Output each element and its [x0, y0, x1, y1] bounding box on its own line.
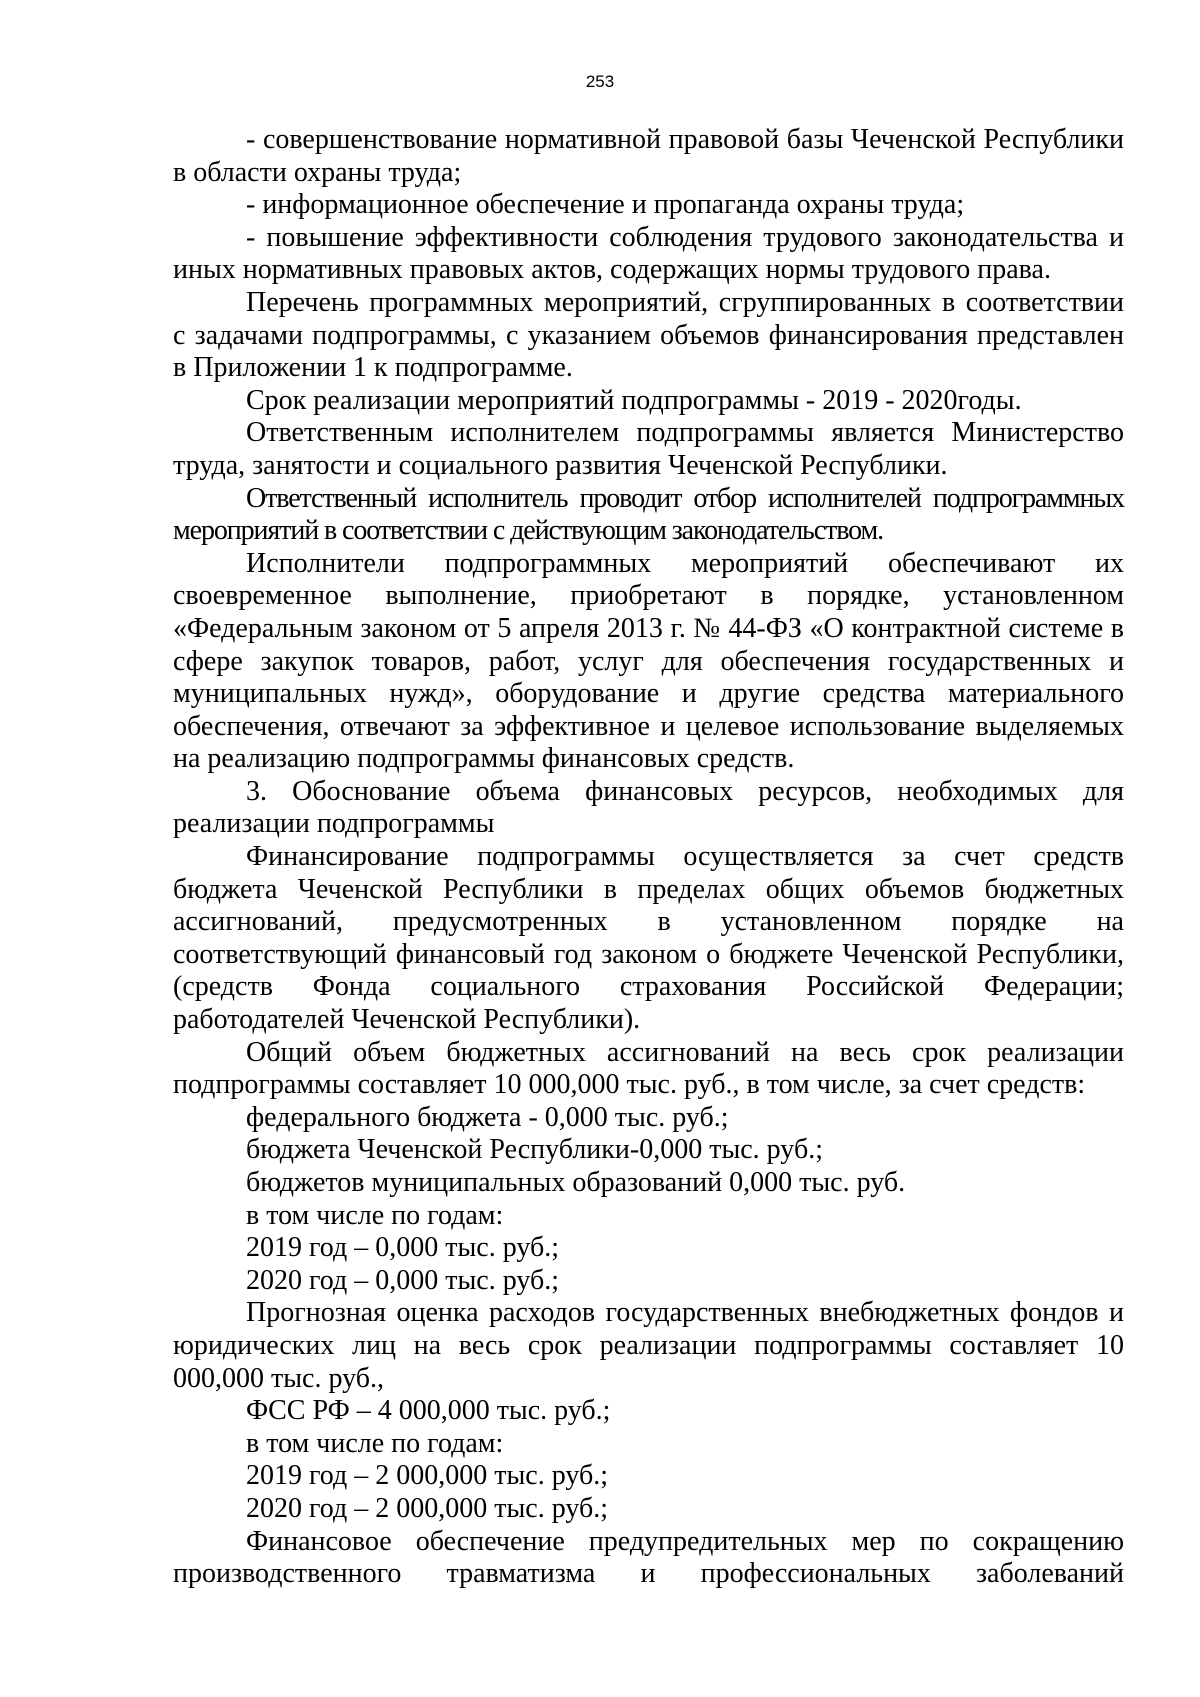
- paragraph-fss-by-years-label: в том числе по годам:: [246, 1427, 504, 1459]
- paragraph-fss-2020: 2020 год – 2 000,000 тыс. руб.;: [246, 1492, 608, 1524]
- paragraph-budget-2020: 2020 год – 0,000 тыс. руб.;: [246, 1264, 559, 1296]
- paragraph-financing-source: Финансирование подпрограммы осуществляется за счет средств бюджета Чеченской Республики в пределах общих объемов бюджетных ассигнований, предусмотренных в установленном порядке на соответствующий финансовый год законом о бюджете Чеченской Республики, (средств Фонда социального страхования Российской Федерации; работодателей Чеченской Республики).: [173, 841, 1124, 1036]
- paragraph-executor-selection: Ответственный исполнитель проводит отбор исполнителей подпрограммных мероприятий в соответствии с действующим законодательством.: [173, 482, 1124, 547]
- paragraph-total-budget: Общий объем бюджетных ассигнований на весь срок реализации подпрограммы составляет 10 000,000 тыс. руб., в том числе, за счет средств:: [173, 1036, 1124, 1101]
- paragraph-implementation-period: Срок реализации мероприятий подпрограммы - 2019 - 2020годы.: [246, 384, 1022, 416]
- paragraph-by-years-label: в том числе по годам:: [246, 1199, 504, 1231]
- page-number: 253: [585, 72, 615, 91]
- paragraph-activity-list: Перечень программных мероприятий, сгруппированных в соответствии с задачами подпрограммы, с указанием объемов финансирования представлен в Приложении 1 к подпрограмме.: [173, 286, 1124, 384]
- section-heading-financing-rationale: 3. Обоснование объема финансовых ресурсов, необходимых для реализации подпрограммы: [173, 775, 1124, 840]
- paragraph-federal-budget: федерального бюджета - 0,000 тыс. руб.;: [246, 1101, 729, 1133]
- paragraph-executors-duties: Исполнители подпрограммных мероприятий обеспечивают их своевременное выполнение, приобретают в порядке, установленном «Федеральным законом от 5 апреля 2013 г. № 44-ФЗ «О контрактной системе в сфере закупок товаров, работ, услуг для обеспечения государственных и муниципальных нужд», оборудование и другие средства материального обеспечения, отвечают за эффективное и целевое использование выделяемых на реализацию подпрограммы финансовых средств.: [173, 547, 1124, 775]
- paragraph-fss-total: ФСС РФ – 4 000,000 тыс. руб.;: [246, 1395, 611, 1427]
- document-body: [173, 124, 1124, 1591]
- paragraph-budget-2019: 2019 год – 0,000 тыс. руб.;: [246, 1232, 559, 1264]
- paragraph-task-information: - информационное обеспечение и пропаганда охраны труда;: [246, 189, 965, 221]
- paragraph-extrabudgetary-forecast: Прогнозная оценка расходов государственных внебюджетных фондов и юридических лиц на весь срок реализации подпрограммы составляет 10 000,000 тыс. руб.,: [173, 1297, 1124, 1394]
- paragraph-responsible-executor: Ответственным исполнителем подпрограммы является Министерство труда, занятости и социального развития Чеченской Республики.: [173, 417, 1124, 481]
- paragraph-fss-2019: 2019 год – 2 000,000 тыс. руб.;: [246, 1460, 608, 1492]
- paragraph-task-compliance: - повышение эффективности соблюдения трудового законодательства и иных нормативных правовых актов, содержащих нормы трудового права.: [173, 221, 1124, 286]
- paragraph-republic-budget: бюджета Чеченской Республики-0,000 тыс. руб.;: [246, 1134, 823, 1166]
- paragraph-municipal-budget: бюджетов муниципальных образований 0,000 тыс. руб.: [246, 1167, 906, 1198]
- paragraph-task-regulatory-base: - совершенствование нормативной правовой базы Чеченской Республики в области охраны труда;: [173, 124, 1124, 188]
- paragraph-preventive-measures: Финансовое обеспечение предупредительных мер по сокращению производственного травматизма и профессиональных заболеваний: [173, 1525, 1124, 1590]
